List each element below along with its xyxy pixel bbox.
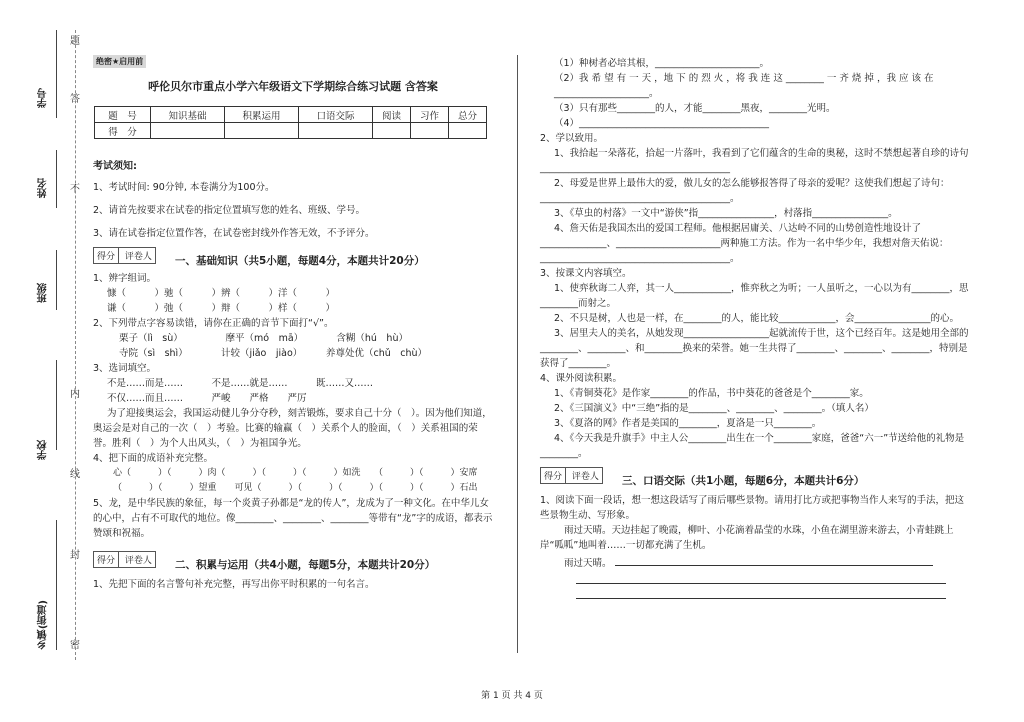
seal-dashed-line	[75, 30, 76, 660]
score-table-cell: 习作	[411, 107, 449, 123]
question-row: 不仅……而且…… 严峻 严格 严厉	[107, 393, 307, 404]
score-input-cell[interactable]	[411, 123, 449, 139]
scorer-score-label: 得分	[94, 552, 119, 567]
scorer-reviewer-label: 评卷人	[124, 556, 152, 566]
question-text: 4、课外阅读积累。	[540, 373, 623, 384]
score-input-cell[interactable]	[299, 123, 373, 139]
scorer-score-label: 得分	[541, 468, 566, 483]
score-table-score-row	[95, 123, 487, 139]
student-id-label: 学号	[38, 88, 49, 108]
exam-title: 呼伦贝尔市重点小学六年级语文下学期综合练习试题 含答案	[148, 80, 438, 93]
question-row: （ ）（ ）望重 可见（ ）（ ）（ ）（ ）（ ）石出	[113, 483, 478, 493]
scorer-score-label: 得分	[94, 248, 119, 263]
score-table-cell: 得 分	[95, 123, 151, 139]
score-table-cell: 积累运用	[225, 107, 299, 123]
school-line	[56, 360, 57, 450]
question-text: 1、辨字组词。	[93, 273, 157, 284]
binding-margin	[0, 0, 88, 722]
notice-item: 3、请在试卷指定位置作答，在试卷密封线外作答无效，不予评分。	[93, 228, 375, 239]
binding-char: 答	[70, 94, 80, 105]
question-paragraph: 1、阅读下面一段话，想一想这段话写了雨后哪些景物。请用打比方或把事物当作人来写的手法，把这些景物生动、写形象。	[540, 495, 965, 521]
answer-underline[interactable]	[576, 583, 946, 584]
question-paragraph: 3、居里夫人的美名，从她发现__________________起就流传于世，这个已经百年。这是她用全部的________、________、和________换来的荣誉。她一生共得了________、________、________，特别是获得了________。	[540, 328, 969, 369]
question-text: 3、按课文内容填空。	[540, 268, 632, 279]
section3-header	[540, 467, 970, 485]
score-table-cell: 阅读	[373, 107, 411, 123]
notice-item: 1、考试时间: 90分钟, 本卷满分为100分。	[93, 182, 275, 193]
notice-item: 2、请首先按要求在试卷的指定位置填写您的姓名、班级、学号。	[93, 205, 366, 216]
score-table	[94, 106, 487, 139]
question-paragraph: 4、《今天我是升旗手》中主人公________出生在一个________家庭，爸爸“六一”节送给他的礼物是________。	[540, 433, 965, 459]
question-paragraph: 2、母爱是世界上最伟大的爱，傲儿女的怎么能够报答得了母亲的爱呢？这使我们想起了诗句：________________________________________。	[540, 178, 950, 204]
name-line	[56, 150, 57, 208]
question-text: 2、学以致用。	[540, 133, 604, 144]
binding-char: 封	[70, 550, 80, 561]
question-row: 谦（ ）弛（ ）辩（ ）样（ ）	[107, 303, 336, 314]
notice-heading: 考试须知:	[93, 161, 137, 172]
answer-prompt: 雨过天晴。	[564, 558, 612, 569]
binding-line	[56, 30, 57, 62]
scorer-box	[93, 551, 156, 568]
binding-char: 不	[70, 184, 80, 195]
question-text: 3、选词填空。	[93, 363, 157, 374]
question-paragraph: 5、龙，是中华民族的象征，每一个炎黄子孙都是“龙的传人”，龙成为了一种文化。在中华儿女的心中，占有不可取代的地位。像________、________、________等带有“龙”字的成语，都表示赞颂和祝福。	[93, 498, 493, 539]
section3-title: 三、口语交际（共1小题，每题6分，本题共计6分）	[622, 475, 865, 487]
question-paragraph: 3、《草虫的村落》一文中“游侠”指________________，村落指________________。	[554, 208, 898, 219]
section1-title: 一、基础知识（共5小题，每题4分，本题共计20分）	[175, 255, 425, 267]
score-input-cell[interactable]	[373, 123, 411, 139]
question-row: 心（ ）（ ）肉（ ）（ ）（ ）如洗 （ ）（ ）安席	[113, 468, 478, 478]
scorer-box	[93, 247, 156, 264]
section2-header	[93, 551, 493, 569]
question-paragraph: 为了迎接奥运会，我国运动健儿争分夺秒，刻苦锻炼，要求自己十分（ ）。因为他们知道，奥运会是对自己的一次（ ）考验。比赛的输赢（ ）关系个人的脸面，（ ）关系祖国的荣誉。胜利（ ）为个人出风头，（ ）为祖国争光。	[93, 408, 492, 449]
score-table-cell: 总分	[448, 107, 486, 123]
question-row: 栗子（lì sù） 摩平（mó mā） 含糊（hú hù）	[119, 333, 408, 344]
question-row: 不是……而是…… 不是……就是…… 既……又……	[107, 378, 374, 389]
column-divider	[517, 55, 518, 653]
binding-char: 内	[70, 389, 80, 400]
township-label: 乡镇(街道)	[38, 600, 49, 650]
question-row: （4）________________________________________	[554, 118, 770, 129]
scorer-reviewer-label: 评卷人	[571, 472, 599, 482]
school-label: 学校	[38, 440, 49, 460]
score-table-header-row	[95, 107, 487, 123]
binding-char: 线	[70, 469, 80, 480]
township-line	[56, 520, 57, 650]
score-table-cell: 题 号	[95, 107, 151, 123]
question-text: 4、把下面的成语补充完整。	[93, 453, 214, 464]
question-paragraph: 4、詹天佑是我国杰出的爱国工程师。他根据居庸关、八达岭不同的山势创造性地设计了______________、______________________两种施工方法。作为一名中华少年，我想对詹天佑说：________________________________________。	[540, 223, 949, 264]
answer-underline[interactable]	[615, 555, 933, 566]
question-row: 3、《夏洛的网》作者是美国的________，夏洛是一只________。	[554, 418, 822, 429]
binding-char: 题	[70, 36, 80, 47]
question-row: （2）我 希 望 有 一 天 ，地 下 的 烈 火 ，将 我 连 这 ________ 一 齐 烧 掉 ，我 应 该 在 ____________________。	[554, 73, 934, 99]
right-column	[540, 56, 970, 599]
question-text: 2、下列带点字容易读错，请你在正确的音节下面打“√”。	[93, 318, 334, 329]
secret-tag: 绝密★启用前	[93, 55, 146, 68]
question-row: 慷（ ）驰（ ）辨（ ）洋（ ）	[107, 288, 336, 299]
score-input-cell[interactable]	[151, 123, 225, 139]
question-paragraph: 1、我拾起一朵落花，拾起一片落叶，我看到了它们蕴含的生命的奥秘，这时不禁想起著自珍的诗句________________________________________	[540, 148, 969, 174]
question-row: （3）只有那些________的人，才能________黑夜，________光明。	[554, 103, 836, 114]
question-paragraph: 1、使弈秋诲二人弈，其一人____________，惟弈秋之为听；一人虽听之，一心以为有________，思________而射之。	[540, 283, 969, 309]
class-label: 班级	[38, 283, 49, 303]
question-row: 1、《青铜葵花》是作家________的作品，书中葵花的爸爸是个________家。	[554, 388, 869, 399]
score-input-cell[interactable]	[225, 123, 299, 139]
scorer-reviewer-label: 评卷人	[124, 252, 152, 262]
score-table-cell: 知识基础	[151, 107, 225, 123]
question-row: （1）种树者必培其根，______________________。	[554, 58, 770, 69]
scorer-box	[540, 467, 603, 484]
page-footer: 第 1 页 共 4 页	[481, 691, 543, 701]
answer-underline[interactable]	[576, 598, 946, 599]
class-line	[56, 250, 57, 310]
question-row: 2、《三国演义》中“三绝”指的是________、________、________。（填人名）	[554, 403, 874, 414]
section1-header	[93, 247, 493, 265]
score-table-cell: 口语交际	[299, 107, 373, 123]
question-paragraph: 2、不只是树，人也是一样，在________的人，能比较____________，会________________的心。	[554, 313, 960, 324]
left-column	[93, 55, 493, 592]
name-label: 姓名	[38, 178, 49, 198]
reading-passage: 雨过天晴。天边挂起了晚霞，柳叶、小花滴着晶莹的水珠，小鱼在湖里游来游去，小青蛙跳上岸“呱呱”地叫着……一切都充满了生机。	[540, 525, 954, 551]
answer-line[interactable]	[540, 555, 970, 571]
section2-title: 二、积累与运用（共4小题，每题5分，本题共计20分）	[175, 559, 436, 571]
score-input-cell[interactable]	[448, 123, 486, 139]
question-text: 1、先把下面的名言警句补充完整，再写出你平时积累的一句名言。	[93, 579, 375, 590]
binding-char: 密	[70, 640, 80, 651]
student-id-line	[56, 60, 57, 118]
question-row: 寺院（sì shì） 计较（jiǎo jiào） 养尊处优（chǔ chù）	[119, 348, 428, 359]
